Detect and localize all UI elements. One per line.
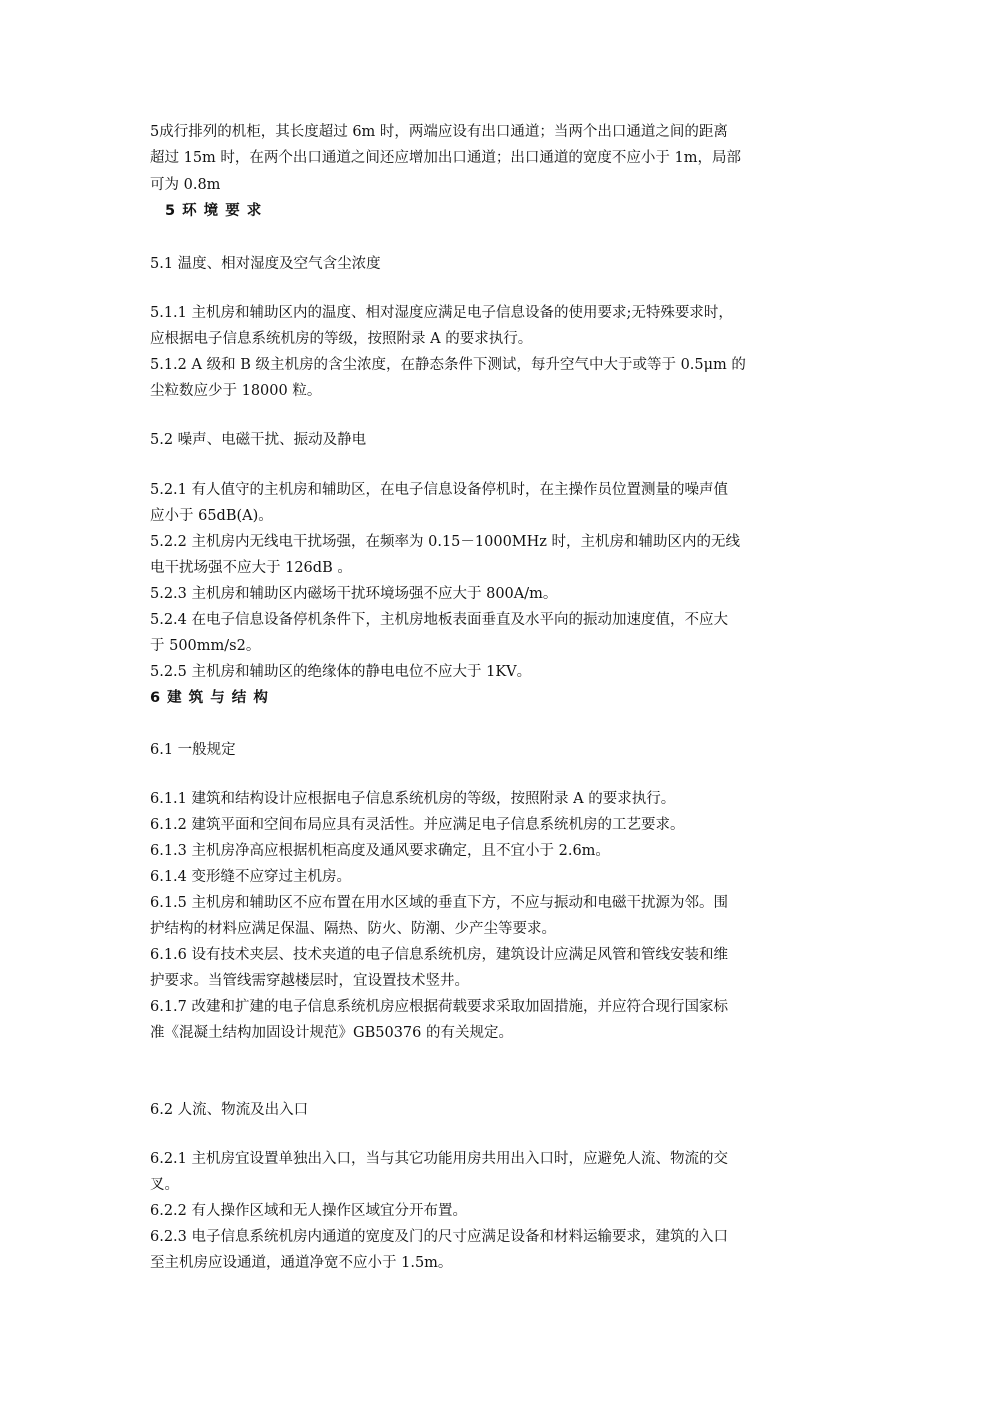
text-line: 应根据电子信息系统机房的等级，按照附录 A 的要求执行。 (150, 331, 533, 347)
text-line: 6.1.6 设有技术夹层、技术夹道的电子信息系统机房，建筑设计应满足风管和管线安装和维 (150, 947, 728, 963)
section-heading: 5 环 境 要 求 (165, 203, 263, 219)
text-line: 5成行排列的机柜，其长度超过 6m 时，两端应设有出口通道；当两个出口通道之间的距离 (150, 124, 728, 140)
section-heading: 6 建 筑 与 结 构 (150, 690, 269, 706)
text-line: 6.1.2 建筑平面和空间布局应具有灵活性。并应满足电子信息系统机房的工艺要求。 (150, 817, 685, 833)
subsection-heading: 6.2 人流、物流及出入口 (150, 1102, 309, 1118)
subsection-heading: 6.1 一般规定 (150, 742, 236, 758)
text-line: 尘粒数应少于 18000 粒。 (150, 383, 322, 399)
text-line: 5.2.1 有人值守的主机房和辅助区，在电子信息设备停机时，在主操作员位置测量的噪声值 (150, 482, 728, 498)
text-line: 6.1.1 建筑和结构设计应根据电子信息系统机房的等级，按照附录 A 的要求执行。 (150, 791, 676, 807)
text-line: 应小于 65dB(A)。 (150, 508, 273, 524)
subsection-heading: 5.2 噪声、电磁干扰、振动及静电 (150, 432, 367, 448)
text-line: 5.2.4 在电子信息设备停机条件下，主机房地板表面垂直及水平向的振动加速度值，不应大 (150, 612, 728, 628)
text-line: 护要求。当管线需穿越楼层时，宜设置技术竖井。 (150, 973, 469, 989)
text-line: 超过 15m 时，在两个出口通道之间还应增加出口通道；出口通道的宽度不应小于 1m，局部 (150, 150, 741, 166)
text-line: 5.2.3 主机房和辅助区内磁场干扰环境场强不应大于 800A/m。 (150, 586, 558, 602)
text-line: 电干扰场强不应大于 126dB 。 (150, 560, 352, 576)
subsection-heading: 5.1 温度、相对湿度及空气含尘浓度 (150, 256, 381, 272)
text-line: 6.2.1 主机房宜设置单独出入口，当与其它功能用房共用出入口时，应避免人流、物流的交 (150, 1151, 728, 1167)
text-line: 6.2.3 电子信息系统机房内通道的宽度及门的尺寸应满足设备和材料运输要求，建筑的入口 (150, 1229, 728, 1245)
text-line: 可为 0.8m (150, 177, 221, 193)
text-line: 6.1.7 改建和扩建的电子信息系统机房应根据荷载要求采取加固措施，并应符合现行国家标 (150, 999, 728, 1015)
text-line: 6.1.5 主机房和辅助区不应布置在用水区域的垂直下方，不应与振动和电磁干扰源为邻。围 (150, 895, 728, 911)
text-line: 于 500mm/s2。 (150, 638, 261, 654)
text-line: 叉。 (150, 1177, 179, 1193)
text-line: 至主机房应设通道，通道净宽不应小于 1.5m。 (150, 1255, 453, 1271)
text-line: 准《混凝土结构加固设计规范》GB50376 的有关规定。 (150, 1025, 513, 1041)
text-line: 5.1.1 主机房和辅助区内的温度、相对湿度应满足电子信息设备的使用要求;无特殊要求时， (150, 305, 733, 321)
text-line: 6.2.2 有人操作区域和无人操作区域宜分开布置。 (150, 1203, 468, 1219)
text-line: 6.1.3 主机房净高应根据机柜高度及通风要求确定，且不宜小于 2.6m。 (150, 843, 610, 859)
text-line: 护结构的材料应满足保温、隔热、防火、防潮、少产尘等要求。 (150, 921, 556, 937)
text-line: 5.2.2 主机房内无线电干扰场强，在频率为 0.15－1000MHz 时，主机房和辅助区内的无线 (150, 534, 741, 550)
text-line: 5.2.5 主机房和辅助区的绝缘体的静电电位不应大于 1KV。 (150, 664, 532, 680)
text-line: 6.1.4 变形缝不应穿过主机房。 (150, 869, 352, 885)
text-line: 5.1.2 A 级和 B 级主机房的含尘浓度，在静态条件下测试，每升空气中大于或等于 0.5μm 的 (150, 357, 746, 373)
